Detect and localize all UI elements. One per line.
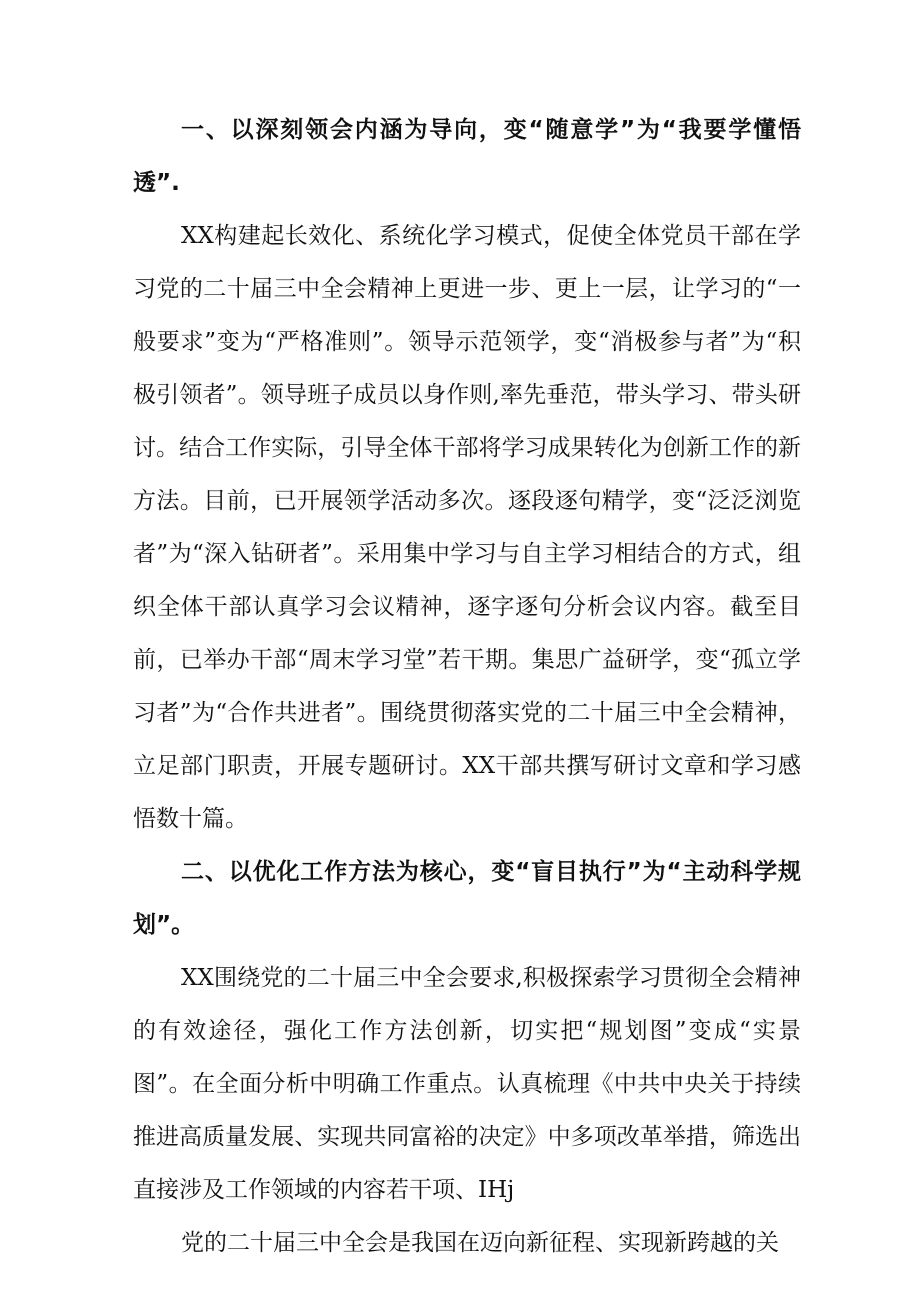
- section-heading-1: 一、以深刻领会内涵为导向，变“随意学”为“我要学懂悟透”.: [133, 117, 801, 196]
- document-body: [133, 104, 801, 1270]
- section-heading-2: 二、以优化工作方法为核心，变“盲目执行”为“主动科学规划”。: [133, 859, 801, 938]
- body-paragraph-3: 党的二十届三中全会是我国在迈向新征程、实现新跨越的关: [181, 1230, 779, 1256]
- body-paragraph-1: XX构建起长效化、系统化学习模式，促使全体党员干部在学习党的二十届三中全会精神上更进一步、更上一层，让学习的“一般要求”变为“严格准则”。领导示范领学，变“消极参与者”为“积极引领者”。领导班子成员以身作则,率先垂范，带头学习、带头研讨。结合工作实际，引导全体干部将学习成果转化为创新工作的新方法。目前，已开展领学活动多次。逐段逐句精学，变“泛泛浏览者”为“深入钻研者”。采用集中学习与自主学习相结合的方式，组织全体干部认真学习会议精神，逐字逐句分析会议内容。截至目前，已举办干部“周末学习堂”若干期。集思广益研学，变“孤立学习者”为“合作共进者”。围绕贯彻落实党的二十届三中全会精神，立足部门职责，开展专题研讨。XX干部共撰写研讨文章和学习感悟数十篇。: [133, 223, 801, 832]
- body-paragraph-2: XX围绕党的二十届三中全会要求,积极探索学习贯彻全会精神的有效途径，强化工作方法创新，切实把“规划图”变成“实景图”。在全面分析中明确工作重点。认真梳理《中共中央关于持续推进高质量发展、实现共同富裕的决定》中多项改革举措，筛选出直接涉及工作领域的内容若干项、IHj: [133, 965, 801, 1203]
